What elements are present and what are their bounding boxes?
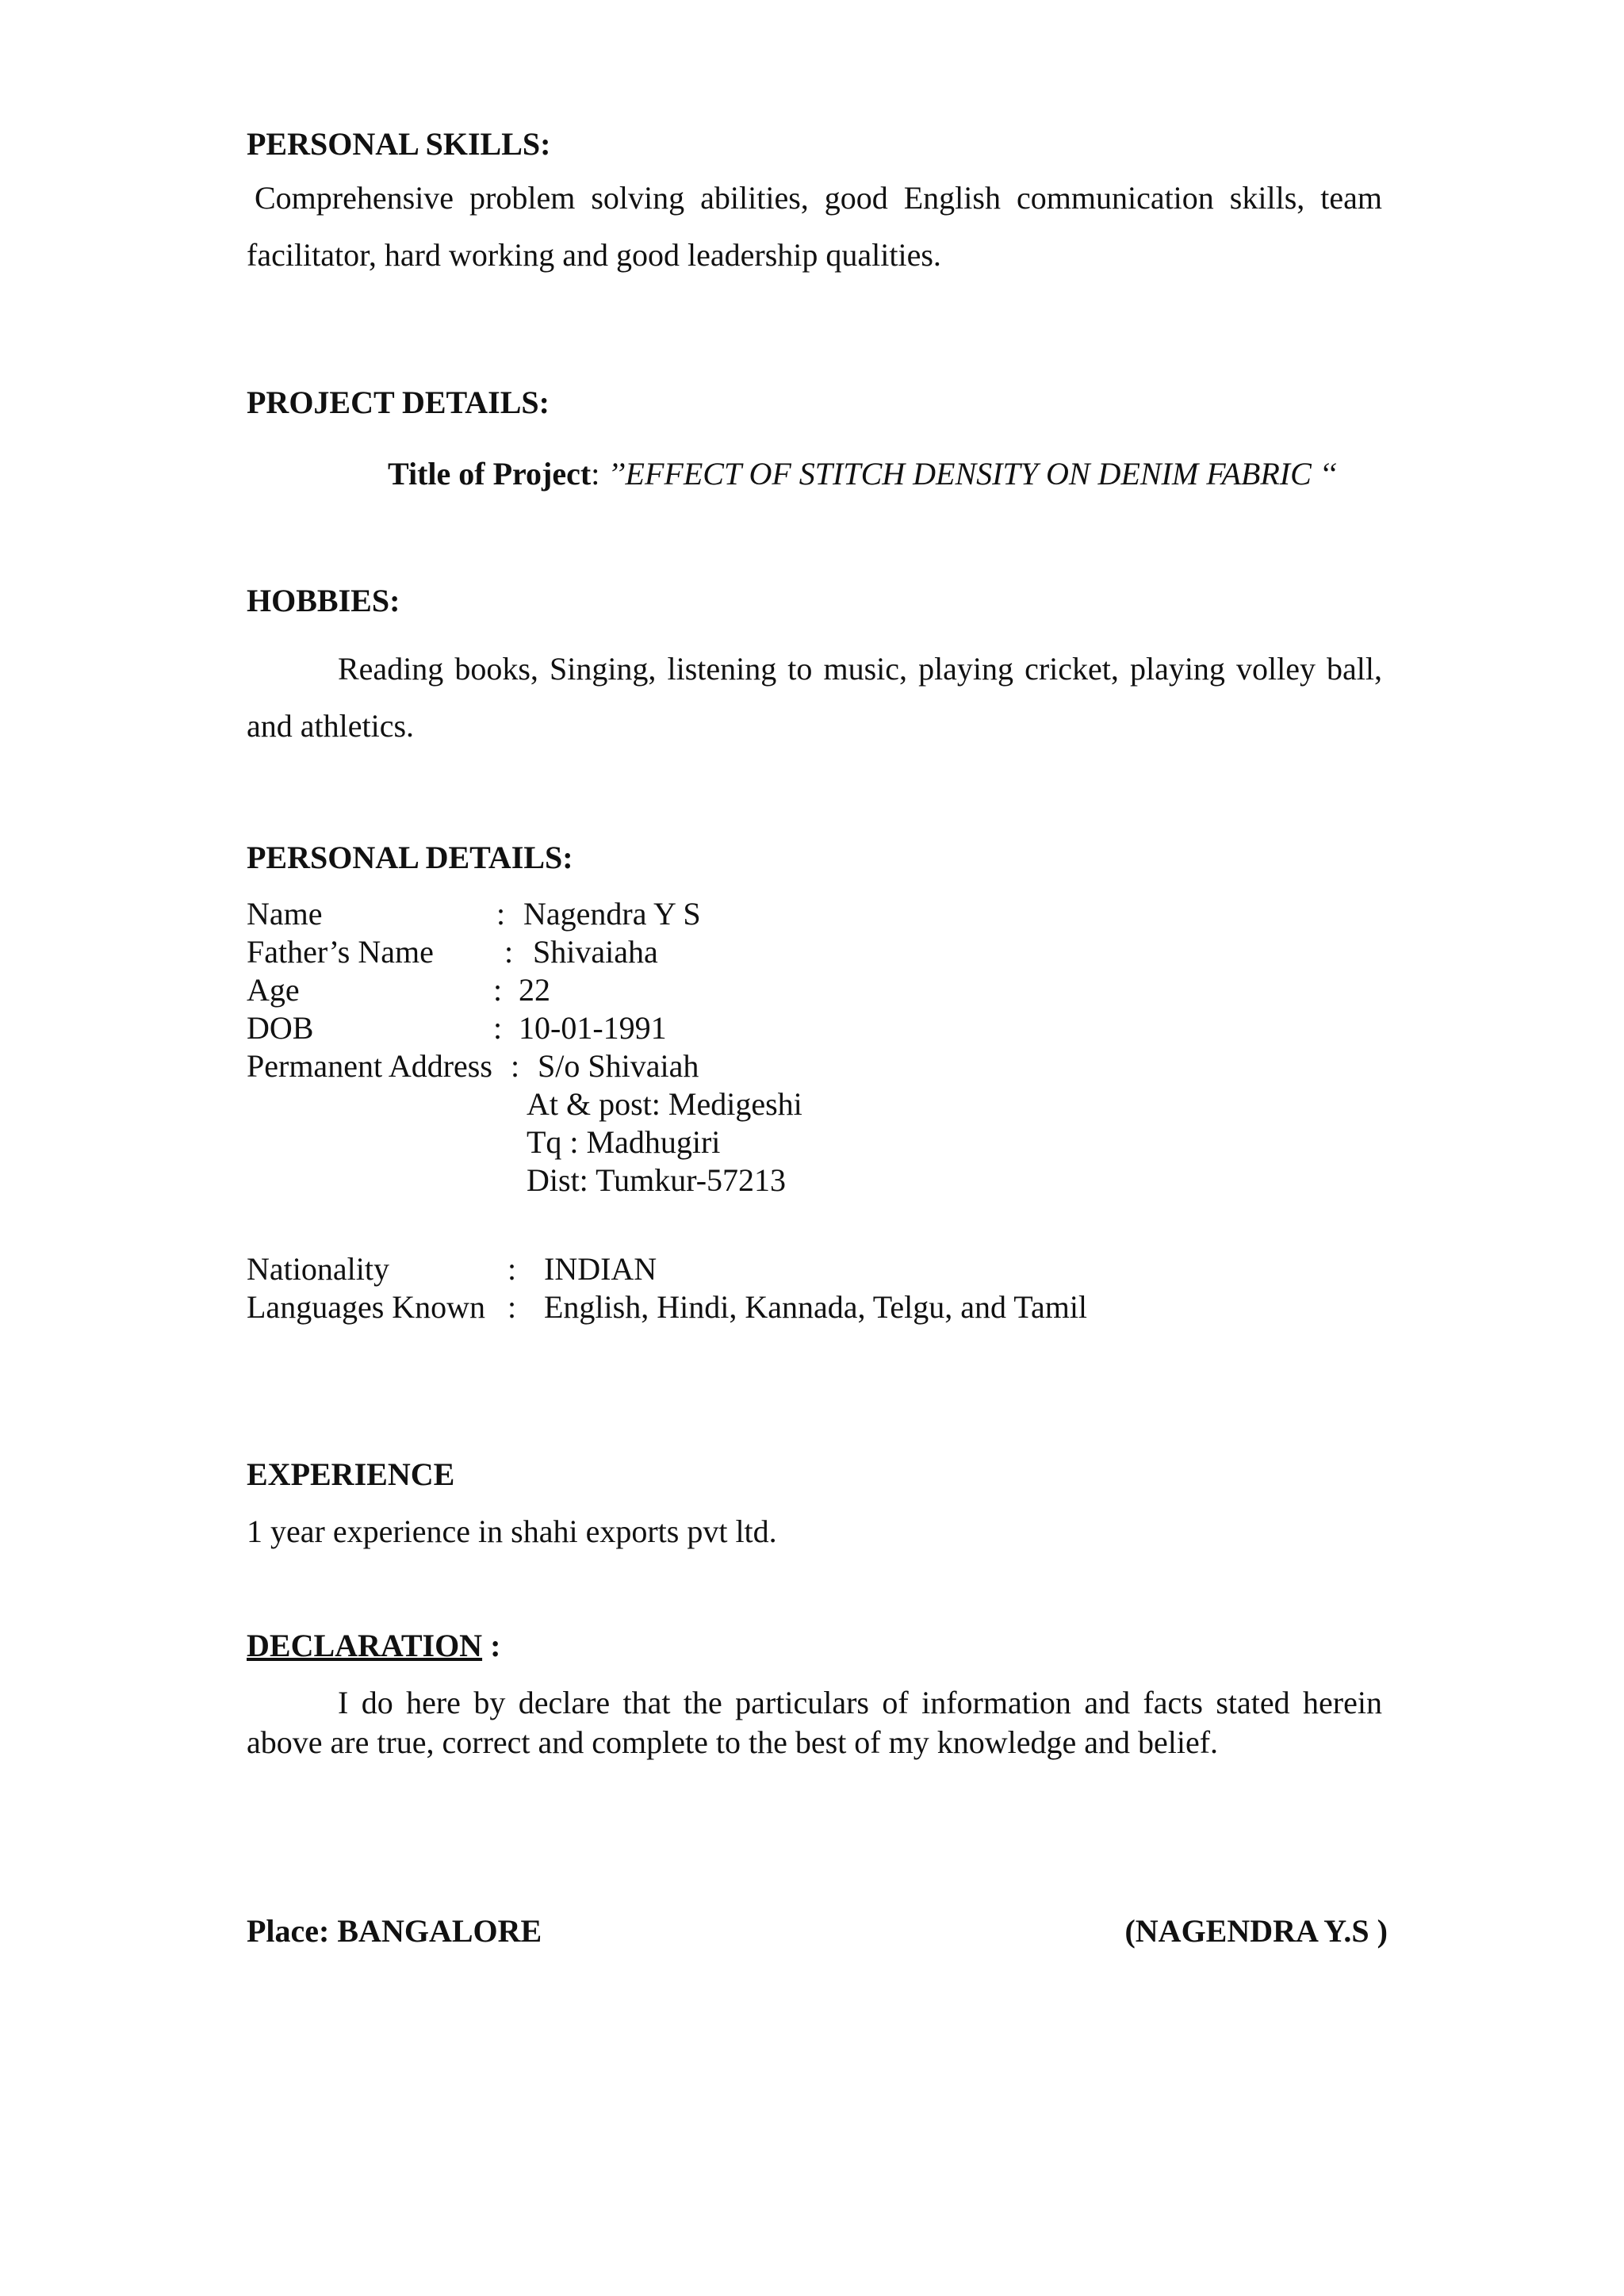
name-colon: : (496, 896, 506, 932)
languages-known-label: Languages Known (247, 1289, 486, 1325)
permanent-address-colon: : (511, 1048, 520, 1084)
hobbies-heading: HOBBIES: (247, 583, 400, 618)
dob-label: DOB (247, 1010, 314, 1046)
personal-details-heading: PERSONAL DETAILS: (247, 840, 573, 875)
age-value: 22 (519, 972, 550, 1008)
father-name-colon: : (504, 934, 514, 970)
declaration-text: I do here by declare that the particulars of information and facts stated herein above are true, correct and complete to the best of my knowledge and belief. (247, 1685, 1382, 1760)
personal-skills-text: Comprehensive problem solving abilities, good English communication skills, team facilitator, hard working and good leadership qualities. (247, 180, 1382, 273)
declaration-heading-suffix: : (482, 1628, 501, 1663)
nationality-label: Nationality (247, 1251, 389, 1287)
address-line-3: Tq : Madhugiri (527, 1124, 721, 1160)
age-colon: : (493, 972, 503, 1008)
father-name-label: Father’s Name (247, 934, 434, 970)
place-line: Place: BANGALORE (247, 1913, 542, 1949)
declaration-heading (247, 1627, 500, 1665)
dob-colon: : (493, 1010, 503, 1046)
languages-known-value: English, Hindi, Kannada, Telgu, and Tamil (544, 1289, 1088, 1325)
age-label: Age (247, 972, 300, 1008)
nationality-colon: : (508, 1251, 517, 1287)
nationality-value: INDIAN (544, 1251, 657, 1287)
languages-known-colon: : (508, 1289, 517, 1325)
personal-skills-heading: PERSONAL SKILLS: (247, 126, 551, 162)
declaration-heading-text: DECLARATION (247, 1628, 483, 1663)
dob-value: 10-01-1991 (519, 1010, 667, 1046)
experience-text: 1 year experience in shahi exports pvt ltd. (247, 1513, 777, 1549)
project-title-colon: : (591, 456, 600, 492)
experience-heading: EXPERIENCE (247, 1456, 455, 1492)
signatory-name: (NAGENDRA Y.S ) (1124, 1913, 1388, 1949)
project-title-value: ’’EFFECT OF STITCH DENSITY ON DENIM FABRIC ‘‘ (607, 456, 1337, 492)
name-value: Nagendra Y S (523, 896, 701, 932)
address-line-4: Dist: Tumkur-57213 (527, 1162, 787, 1198)
permanent-address-label: Permanent Address (247, 1048, 492, 1084)
project-title-line (388, 455, 1337, 493)
project-details-heading: PROJECT DETAILS: (247, 385, 550, 420)
father-name-value: Shivaiaha (533, 934, 658, 970)
name-label: Name (247, 896, 323, 932)
address-line-2: At & post: Medigeshi (527, 1086, 802, 1122)
project-title-label: Title of Project (388, 456, 592, 492)
address-line-1: S/o Shivaiah (538, 1048, 699, 1084)
hobbies-text: Reading books, Singing, listening to music, playing cricket, playing volley ball, and athletics. (247, 651, 1382, 744)
